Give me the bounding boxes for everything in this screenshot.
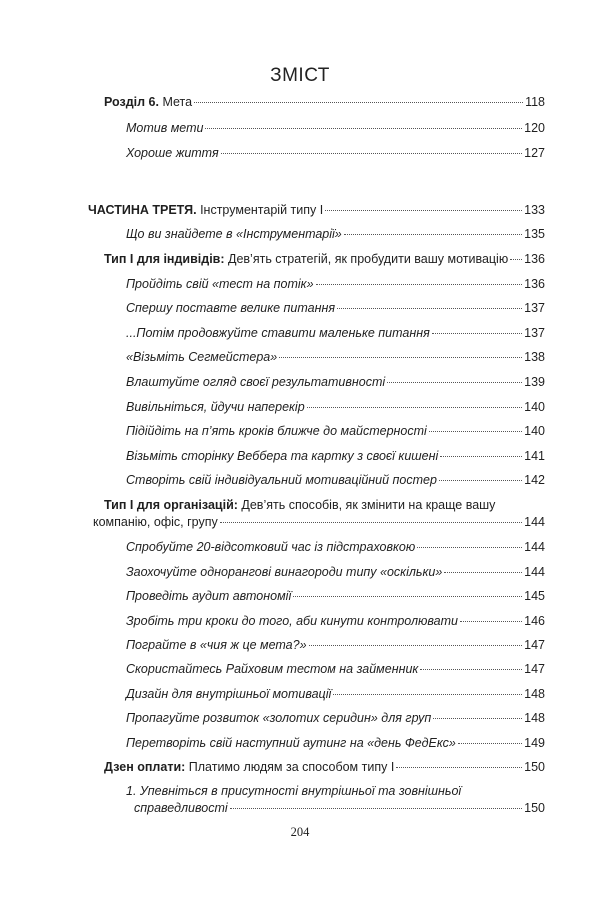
toc-entry-label: Тип І для індивідів: Дев’ять стратегій, як пробудити вашу мотивацію: [104, 252, 509, 266]
page-number: 135: [524, 227, 545, 241]
page-number: 147: [524, 638, 545, 652]
dot-leader: [433, 718, 522, 719]
toc-entry: [126, 374, 545, 390]
toc-entry: [126, 735, 545, 751]
dot-leader: [510, 259, 522, 260]
toc-entry-label: Спробуйте 20-відсотковий час із підстраховкою: [126, 540, 416, 554]
toc-entry-type-i-individuals: [104, 251, 545, 267]
toc-entry: [126, 564, 545, 580]
toc-entry-label: Що ви знайдете в «Інструментарії»: [126, 227, 342, 241]
page-number: 150: [524, 760, 545, 774]
dot-leader: [205, 128, 522, 129]
toc-entry-label: Заохочуйте однорангові винагороди типу «оскільки»: [126, 565, 443, 579]
page-number: 148: [524, 687, 545, 701]
toc-entry-zen-of-pay: [104, 759, 545, 775]
toc-entry-label: Вивільніться, йдучи наперекір: [126, 400, 305, 414]
dot-leader: [293, 596, 522, 597]
toc-entry: [126, 423, 545, 439]
page-number: 137: [524, 301, 545, 315]
toc-entry: [126, 686, 545, 702]
dot-leader: [230, 808, 522, 809]
page-number: 139: [524, 375, 545, 389]
toc-entry-label: «Візьміть Сегмейстера»: [126, 350, 278, 364]
page-number: 137: [524, 326, 545, 340]
dot-leader: [307, 407, 522, 408]
toc-entry: [126, 472, 545, 488]
page-number: 150: [524, 801, 545, 815]
toc-entry: [126, 276, 545, 292]
toc-entry-label: Скористайтесь Райховим тестом на займенник: [126, 662, 419, 676]
page-number: 133: [524, 203, 545, 217]
page-number: 149: [524, 736, 545, 750]
dot-leader: [344, 234, 522, 235]
dot-leader: [460, 621, 522, 622]
page-number: 141: [524, 449, 545, 463]
toc-entry-label: Розділ 6. Мета: [104, 95, 193, 109]
toc-entry-label: Створіть свій індивідуальний мотиваційний постер: [126, 473, 437, 487]
dot-leader: [420, 669, 522, 670]
page-footer-number: 204: [290, 825, 310, 839]
toc-entry-part-3: [88, 202, 545, 218]
toc-entry-label: Пропагуйте розвиток «золотих серидин» для груп: [126, 711, 432, 725]
page-number: 120: [524, 121, 545, 135]
toc-entry: [126, 349, 545, 365]
dot-leader: [316, 284, 523, 285]
page-number: 118: [525, 95, 545, 109]
dot-leader: [429, 431, 522, 432]
page-number: 146: [524, 614, 545, 628]
page-number: 144: [524, 515, 545, 529]
dot-leader: [440, 456, 522, 457]
toc-entry-label: Спершу поставте велике питання: [126, 301, 336, 315]
toc-entry: [126, 300, 545, 316]
toc-entry: [126, 613, 545, 629]
toc-entry-label: Влаштуйте огляд своєї результативності: [126, 375, 386, 389]
toc-entry: [126, 399, 545, 415]
toc-entry-label: справедливості: [134, 801, 228, 815]
page-title: ЗМІСТ: [270, 65, 330, 86]
toc-entry-label: Пройдіть свій «тест на потік»: [126, 277, 314, 291]
toc-entry: [126, 120, 545, 136]
toc-entry: [126, 588, 545, 604]
toc-entry-label: Перетворіть свій наступний аутинг на «день ФедЕкс»: [126, 736, 456, 750]
toc-entry-fairness-line1: 1. Упевніться в присутності внутрішньої та зовнішньої: [126, 784, 462, 798]
dot-leader: [325, 210, 522, 211]
page-number: 140: [524, 400, 545, 414]
page-number: 142: [524, 473, 545, 487]
toc-entry: [126, 448, 545, 464]
toc-entry-label: компанію, офіс, групу: [93, 515, 218, 529]
dot-leader: [337, 308, 522, 309]
dot-leader: [439, 480, 522, 481]
page-number: 148: [524, 711, 545, 725]
toc-entry-label: Мотив мети: [126, 121, 204, 135]
dot-leader: [220, 522, 522, 523]
dot-leader: [279, 357, 522, 358]
toc-entry-label: Пограйте в «чия ж це мета?»: [126, 638, 307, 652]
dot-leader: [221, 153, 523, 154]
dot-leader: [396, 767, 522, 768]
toc-entry-label: Дизайн для внутрішньої мотивації: [126, 687, 332, 701]
toc-entry: [126, 145, 545, 161]
toc-entry-label: Хороше життя: [126, 146, 219, 160]
dot-leader: [417, 547, 522, 548]
dot-leader: [309, 645, 523, 646]
page-number: 144: [524, 565, 545, 579]
page-number: 136: [524, 277, 545, 291]
page-number: 138: [524, 350, 545, 364]
dot-leader: [194, 102, 523, 103]
toc-entry-label: Підійдіть на п’ять кроків ближче до майстерності: [126, 424, 427, 438]
dot-leader: [333, 694, 522, 695]
toc-entry-chapter-6: [104, 94, 545, 110]
toc-entry: [126, 661, 545, 677]
toc-entry-label: Зробіть три кроки до того, аби кинути контролювати: [126, 614, 458, 628]
dot-leader: [458, 743, 522, 744]
toc-entry: [126, 637, 545, 653]
toc-entry-label: Проведіть аудит автономії: [126, 589, 292, 603]
page-number: 136: [524, 252, 545, 266]
toc-entry: [126, 539, 545, 555]
toc-entry-label: Дзен оплати: Платимо людям за способом типу І: [104, 760, 395, 774]
page-number: 145: [524, 589, 545, 603]
dot-leader: [387, 382, 522, 383]
toc-entry: [126, 325, 545, 341]
dot-leader: [444, 572, 522, 573]
dot-leader: [432, 333, 522, 334]
toc-entry-label: ...Потім продовжуйте ставити маленьке питання: [126, 326, 430, 340]
toc-entry-fairness: [134, 800, 545, 816]
page-number: 147: [524, 662, 545, 676]
toc-entry: [126, 710, 545, 726]
toc-entry-type-i-organizations: [93, 514, 545, 530]
toc-entry-label: ЧАСТИНА ТРЕТЯ. Інструментарій типу І: [88, 203, 324, 217]
toc-entry-type-i-organizations-line1: Тип І для організацій: Дев’ять способів, як змінити на краще вашу: [104, 498, 496, 512]
toc-entry: [126, 226, 545, 242]
page-number: 127: [524, 146, 545, 160]
page-number: 144: [524, 540, 545, 554]
page-number: 140: [524, 424, 545, 438]
toc-entry-label: Візьміть сторінку Веббера та картку з своєї кишені: [126, 449, 439, 463]
